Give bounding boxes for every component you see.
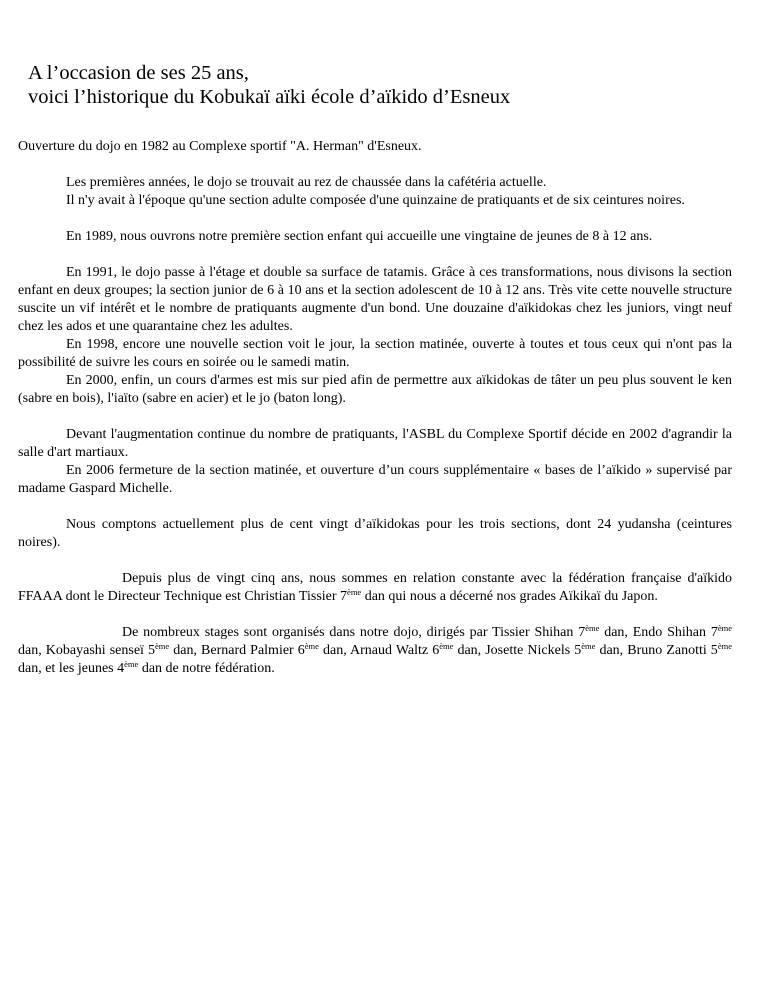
- stages-text-c: dan, Kobayashi senseï 5: [18, 643, 155, 658]
- stages-text-f: dan, Josette Nickels 5: [453, 643, 582, 658]
- superscript: ème: [155, 641, 170, 651]
- superscript: ème: [304, 641, 319, 651]
- opening-line: Ouverture du dojo en 1982 au Complexe sportif "A. Herman" d'Esneux.: [18, 139, 422, 154]
- stages-text-d: dan, Bernard Palmier 6: [169, 643, 305, 658]
- stages-text-g: dan, Bruno Zanotti 5: [595, 643, 718, 658]
- paragraph-2000: En 2000, enfin, un cours d'armes est mis sur pied afin de permettre aux aïkidokas de tâter un peu plus souvent le ken (sabre en bois), l'iaïto (sabre en acier) et le jo (baton long).: [18, 373, 732, 406]
- stages-text-h: dan, et les jeunes 4: [18, 661, 125, 676]
- paragraph-adult-section: Il n'y avait à l'époque qu'une section adulte composée d'une quinzaine de pratiquants et de six ceintures noires.: [66, 193, 685, 208]
- federation-text-b: dan qui nous a décerné nos grades Aïkikaï du Japon.: [361, 589, 658, 604]
- superscript: ème: [717, 641, 732, 651]
- superscript: ème: [439, 641, 454, 651]
- stages-text-i: dan de notre fédération.: [138, 661, 275, 676]
- paragraph-1998: En 1998, encore une nouvelle section voit le jour, la section matinée, ouverte à toutes et tous ceux qui n'ont pas la possibilité de suivre les cours en soirée ou le samedi matin.: [18, 337, 732, 370]
- paragraph-1991: En 1991, le dojo passe à l'étage et double sa surface de tatamis. Grâce à ces transformations, nous divisons la section enfant en deux groupes; la section junior de 6 à 10 ans et la section adolescent de 10 à 12 ans. Très vite cette nouvelle structure suscite un vif intérêt et le nombre de pratiquants augmente d'un bond. Une douzaine d'aïkidokas chez les juniors, vingt neuf chez les ados et une quarantaine chez les adultes.: [18, 265, 732, 334]
- paragraph-2006: En 2006 fermeture de la section matinée, et ouverture d’un cours supplémentaire « bases de l’aïkido » supervisé par madame Gaspard Michelle.: [18, 463, 732, 496]
- paragraph-stages: [18, 624, 732, 678]
- federation-text-a: Depuis plus de vingt cinq ans, nous sommes en relation constante avec la fédération française d'aïkido FFAAA dont le Directeur Technique est Christian Tissier 7: [18, 571, 732, 604]
- superscript: ème: [581, 641, 596, 651]
- paragraph-early-years: Les premières années, le dojo se trouvait au rez de chaussée dans la cafétéria actuelle.: [66, 175, 547, 190]
- superscript: ème: [124, 659, 139, 669]
- paragraph-2002: Devant l'augmentation continue du nombre de pratiquants, l'ASBL du Complexe Sportif décide en 2002 d'agrandir la salle d'art martiaux.: [18, 427, 732, 460]
- title-line-1: A l’occasion de ses 25 ans,: [28, 62, 249, 84]
- stages-text-a: De nombreux stages sont organisés dans notre dojo, dirigés par Tissier Shihan 7: [122, 625, 586, 640]
- stages-text-e: dan, Arnaud Waltz 6: [318, 643, 440, 658]
- paragraph-1989: En 1989, nous ouvrons notre première section enfant qui accueille une vingtaine de jeunes de 8 à 12 ans.: [66, 229, 653, 244]
- document-title: [28, 61, 510, 109]
- title-line-2: voici l’historique du Kobukaï aïki école d’aïkido d’Esneux: [28, 86, 511, 108]
- superscript: ème: [717, 623, 732, 633]
- superscript: ème: [347, 587, 362, 597]
- paragraph-members: Nous comptons actuellement plus de cent vingt d’aïkidokas pour les trois sections, dont 24 yudansha (ceintures noires).: [18, 517, 732, 550]
- stages-text-b: dan, Endo Shihan 7: [599, 625, 718, 640]
- superscript: ème: [585, 623, 600, 633]
- paragraph-federation: [18, 570, 732, 606]
